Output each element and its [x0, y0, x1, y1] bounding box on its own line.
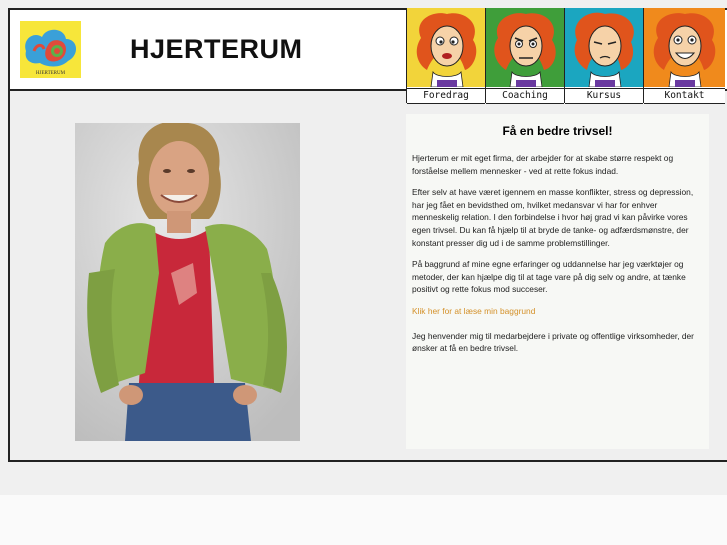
- page-footer-band: [0, 495, 727, 545]
- logo-text: HJERTERUM: [35, 71, 66, 76]
- nav-item-coaching[interactable]: [485, 8, 564, 103]
- intro-paragraph-2: Efter selv at have været igennem en masse konflikter, stress og depression, har jeg fået en bevidsthed om, hvilket medansvar vi har for enhver menneskelig relation. I den forbindelse i hvor høj grad vi kan påvirke vores egen trivsel. Du kan få hjælp til at bryde de tanke- og adfærdsmønstre, der konstant presser dig ud i de samme problemstillinger.: [412, 187, 694, 248]
- page-frame: [8, 8, 727, 462]
- cartoon-face-icon[interactable]: [407, 8, 485, 87]
- nav-label-foredrag[interactable]: Foredrag: [407, 88, 485, 104]
- intro-heading: Få en bedre trivsel!: [502, 124, 613, 138]
- nav-label-kursus[interactable]: Kursus: [565, 88, 643, 104]
- intro-paragraph-1: Hjerterum er mit eget firma, der arbejder for at skabe større respekt og forståelse mellem mennesker - ved at rette fokus indad.: [412, 153, 674, 176]
- intro-paragraph-3: På baggrund af mine egne erfaringer og uddannelse har jeg værktøjer og metoder, der kan hjælpe dig til at tage vare på dig selv og andre, at tænke positivt og rette fokus mod succeser.: [412, 259, 686, 295]
- nav-item-foredrag[interactable]: [406, 8, 485, 103]
- site-title: HJERTERUM: [130, 34, 303, 64]
- cartoon-face-icon[interactable]: [644, 8, 725, 87]
- nav-label-coaching[interactable]: Coaching: [486, 88, 564, 104]
- portrait-photo: [75, 123, 300, 441]
- portrait-image: [75, 123, 300, 441]
- background-link[interactable]: Klik her for at læse min baggrund: [412, 305, 536, 316]
- nav-item-kontakt[interactable]: [643, 8, 725, 103]
- nav-label-kontakt[interactable]: Kontakt: [644, 88, 725, 104]
- cartoon-face-icon[interactable]: [486, 8, 564, 87]
- heart-logo-icon: [20, 21, 81, 78]
- logo[interactable]: [20, 21, 81, 78]
- intro-closing: Jeg henvender mig til medarbejdere i private og offentlige virksomheder, der ønsker at få en bedre trivsel.: [412, 330, 694, 354]
- nav-item-kursus[interactable]: [564, 8, 643, 103]
- main-nav: [406, 8, 727, 103]
- cartoon-face-icon[interactable]: [565, 8, 643, 87]
- intro-panel: [406, 114, 709, 449]
